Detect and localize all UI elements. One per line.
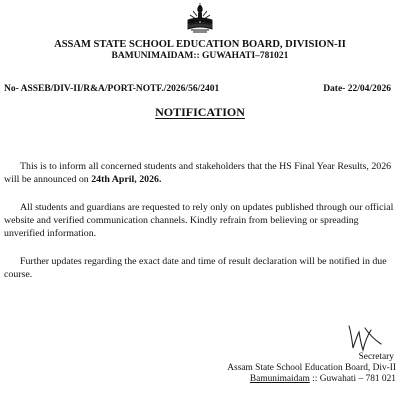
paragraph-official-channels: All students and guardians are requested to rely only on updates published through our official website and verified communication channels. Kindly refrain from believing or spreading unverified information. xyxy=(4,202,394,239)
paragraph-1-text: This is to inform all concerned students and stakeholders that the HS Final Year Results, 2026 will be announced on xyxy=(4,161,392,185)
board-emblem-icon xyxy=(184,2,216,36)
signatory-org: Assam State School Education Board, Div-II xyxy=(227,363,396,373)
signatory-title: Secretary xyxy=(358,352,394,362)
reference-date: Date- 22/04/2026 xyxy=(323,84,391,94)
reference-number: No- ASSEB/DIV-II/R&A/PORT-NOTF./2026/56/2401 xyxy=(4,84,220,94)
handwritten-signature-icon xyxy=(343,322,385,356)
signatory-block xyxy=(200,352,396,385)
notice-title-text: NOTIFICATION xyxy=(155,105,245,119)
result-date: 24th April, 2026. xyxy=(91,174,162,185)
paragraph-further-updates: Further updates regarding the exact date and time of result declaration will be notified in due course. xyxy=(4,256,387,280)
signatory-address-rest: :: Guwahati – 781 021 xyxy=(309,374,396,384)
signatory-address-place: Bamunimaidam xyxy=(249,374,310,384)
paragraph-result-announcement xyxy=(4,160,396,186)
board-address: BAMUNIMAIDAM:: GUWAHATI–781021 xyxy=(111,51,289,61)
board-name: ASSAM STATE SCHOOL EDUCATION BOARD, DIVISION-II xyxy=(54,39,346,50)
signatory-address xyxy=(200,374,396,385)
notice-title xyxy=(0,105,400,119)
